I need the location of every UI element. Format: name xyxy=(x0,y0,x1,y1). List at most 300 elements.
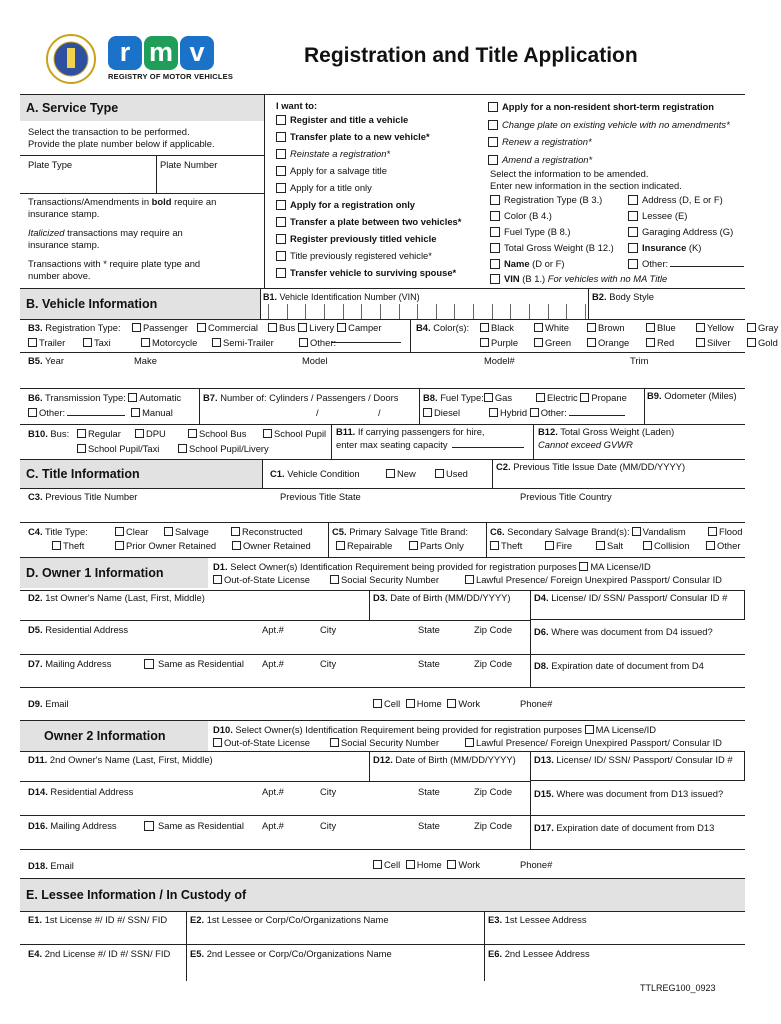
checkbox-amend-name[interactable] xyxy=(490,259,500,269)
color-option-black[interactable] xyxy=(480,323,531,334)
checkbox-owner1-cell[interactable] xyxy=(373,699,382,708)
checkbox-bus-regular[interactable] xyxy=(77,429,86,438)
previous-issue-date-label: Previous Title Issue Date (MM/DD/YYYY) xyxy=(513,461,686,472)
checkbox-secbrand-fire[interactable] xyxy=(545,541,554,550)
checkbox-titletype-salvage[interactable] xyxy=(164,527,173,536)
owner1-id-option-social-security-number[interactable] xyxy=(330,575,462,586)
body-style-label: Body Style xyxy=(609,291,655,302)
checkbox-secbrand-other[interactable] xyxy=(706,541,715,550)
color2-label-silver: Silver xyxy=(707,337,731,348)
amend-l-option[interactable] xyxy=(490,195,614,211)
used-label: Used xyxy=(446,468,468,479)
owner2-apt-label: Apt.# xyxy=(262,786,284,797)
secbrand-option-fire[interactable] xyxy=(545,541,593,552)
checkbox-used[interactable] xyxy=(435,469,444,478)
logo-subtitle: REGISTRY OF MOTOR VEHICLES xyxy=(108,72,234,81)
owner1-mail-apt-label: Apt.# xyxy=(262,658,284,669)
checkbox-amend-r-3[interactable] xyxy=(628,243,638,253)
service-r-option[interactable] xyxy=(488,102,730,120)
checkbox-color-brown[interactable] xyxy=(587,323,596,332)
amend-instructions: Select the information to be amended. xyxy=(490,168,649,179)
checkbox-service-r-3[interactable] xyxy=(488,155,498,165)
amend-options-left xyxy=(490,195,614,259)
owner2-id-label-out-of-state-license: Out-of-State License xyxy=(224,737,310,748)
checkbox-owner1-same[interactable] xyxy=(144,659,154,669)
color-option-yellow[interactable] xyxy=(696,323,744,334)
checkbox-amend-l-3[interactable] xyxy=(490,243,500,253)
page-title: Registration and Title Application xyxy=(304,44,638,67)
checkbox-amend-l-1[interactable] xyxy=(490,211,500,221)
checkbox-vandalism[interactable] xyxy=(632,527,641,536)
service-option[interactable] xyxy=(276,183,461,200)
color-label-yellow: Yellow xyxy=(707,322,734,333)
owner2-id-label-lawful-presence-foreign-unexpired-passport-consular-id: Lawful Presence/ Foreign Unexpired Passport/ Consular ID xyxy=(476,737,722,748)
service-label-3: Apply for a salvage title xyxy=(290,165,387,176)
checkbox-propane[interactable] xyxy=(580,393,589,402)
checkbox-fuel-other[interactable] xyxy=(530,408,539,417)
secbrand-option-salt[interactable] xyxy=(596,541,640,552)
checkbox-amend-r-2[interactable] xyxy=(628,227,638,237)
d15-num: D15. xyxy=(534,788,554,799)
vin-box-divider xyxy=(380,304,381,320)
secbrand-label-other: Other xyxy=(717,540,741,551)
checkbox-service-7[interactable] xyxy=(276,234,286,244)
owner1-mailing-label: Mailing Address xyxy=(45,658,112,669)
titletype-option-reconstructed[interactable] xyxy=(231,527,302,538)
logo-v: v xyxy=(180,36,214,70)
amend-other-label: Other: xyxy=(642,258,669,269)
owner2-email-label: Email xyxy=(50,860,74,871)
title-type-label: Title Type: xyxy=(45,526,88,537)
titletype2-option-theft[interactable] xyxy=(52,541,112,552)
trim-label: Trim xyxy=(630,355,649,366)
regtype-option-passenger[interactable] xyxy=(132,323,194,334)
checkbox-automatic[interactable] xyxy=(128,393,137,402)
registration-type-label: Registration Type: xyxy=(45,322,121,333)
owner2-dob-label: Date of Birth (MM/DD/YYYY) xyxy=(395,754,516,765)
regtype2-option-motorcycle[interactable] xyxy=(141,338,209,349)
checkbox-parts-only[interactable] xyxy=(409,541,418,550)
color-option-gray[interactable] xyxy=(747,323,778,334)
checkbox-owner2-ma-license[interactable] xyxy=(585,725,594,734)
transmission-label: Transmission Type: xyxy=(45,392,126,403)
color2-label-gold: Gold xyxy=(758,337,778,348)
checkbox-bus2-school-pupil-livery[interactable] xyxy=(178,444,187,453)
amend-l-option[interactable] xyxy=(490,211,614,227)
checkbox-color2-red[interactable] xyxy=(646,338,655,347)
secbrand-option-collision[interactable] xyxy=(643,541,703,552)
color-label-black: Black xyxy=(491,322,514,333)
bus2-option-school-pupil-livery[interactable] xyxy=(178,444,269,455)
service-option[interactable] xyxy=(276,251,461,268)
checkbox-amend-r-1[interactable] xyxy=(628,211,638,221)
amend-r-label-1: Lessee (E) xyxy=(642,210,688,221)
d8-label: Expiration date of document from D4 xyxy=(551,660,704,671)
checkbox-bus-school-pupil[interactable] xyxy=(263,429,272,438)
id-requirement-label: Select Owner(s) Identification Requirement being provided for registration purposes xyxy=(230,561,577,572)
checkbox-owner2-same[interactable] xyxy=(144,821,154,831)
checkbox-ma-license[interactable] xyxy=(579,562,588,571)
color-option-brown[interactable] xyxy=(587,323,643,334)
checkbox-regtype-commercial[interactable] xyxy=(197,323,206,332)
owner1-id-label-social-security-number: Social Security Number xyxy=(341,574,439,585)
amend-vin-note: For vehicles with no MA Title xyxy=(547,273,668,284)
checkbox-color2-gold[interactable] xyxy=(747,338,756,347)
checkbox-new[interactable] xyxy=(386,469,395,478)
titletype2-label-owner-retained: Owner Retained xyxy=(243,540,311,551)
color2-option-silver[interactable] xyxy=(696,338,744,349)
d8-num: D8. xyxy=(534,660,549,671)
checkbox-color2-green[interactable] xyxy=(534,338,543,347)
checkbox-owner2-home[interactable] xyxy=(406,860,415,869)
amend-r-option[interactable] xyxy=(628,227,733,243)
amend-name-suffix: (D or F) xyxy=(529,258,565,269)
checkbox-owner2-work[interactable] xyxy=(447,860,456,869)
checkbox-color-white[interactable] xyxy=(534,323,543,332)
owner1-same-label: Same as Residential xyxy=(158,658,244,669)
service-label-7: Register previously titled vehicle xyxy=(290,233,437,244)
amend-r-option[interactable] xyxy=(628,195,733,211)
regtype-option-bus[interactable] xyxy=(268,323,295,334)
d17-label: Expiration date of document from D13 xyxy=(556,822,715,833)
regtype2-option-other[interactable] xyxy=(299,338,336,349)
e1-num: E1. xyxy=(28,914,43,925)
checkbox-amend-other[interactable] xyxy=(628,259,638,269)
vandalism-label: Vandalism xyxy=(642,526,686,537)
checkbox-service-9[interactable] xyxy=(276,268,286,278)
e6-num: E6. xyxy=(488,948,503,959)
owner2-mailing-label: Mailing Address xyxy=(50,820,117,831)
b12-num: B12. xyxy=(538,426,558,437)
vin-box-divider xyxy=(436,304,437,320)
checkbox-bus-school-bus[interactable] xyxy=(188,429,197,438)
vin-box-divider xyxy=(361,304,362,320)
checkbox-transmission-other[interactable] xyxy=(28,408,37,417)
d16-num: D16. xyxy=(28,820,48,831)
plate-number-label: Plate Number xyxy=(160,159,218,170)
d17-num: D17. xyxy=(534,822,554,833)
color2-option-orange[interactable] xyxy=(587,338,643,349)
service-option[interactable] xyxy=(276,234,461,251)
bus-option-school-bus[interactable] xyxy=(188,429,260,440)
color2-label-green: Green xyxy=(545,337,572,348)
checkbox-owner1-id-social-security-number[interactable] xyxy=(330,575,339,584)
owner1-id-option-out-of-state-license[interactable] xyxy=(213,575,327,586)
registration-type-options-2 xyxy=(28,338,339,349)
b5-num: B5. xyxy=(28,355,43,366)
color2-option-red[interactable] xyxy=(646,338,693,349)
color-label-gray: Gray xyxy=(758,322,779,333)
color2-option-purple[interactable] xyxy=(480,338,531,349)
checkbox-electric[interactable] xyxy=(536,393,545,402)
lessee1-name-label: 1st Lessee or Corp/Co/Organizations Name xyxy=(206,914,389,925)
service-option[interactable] xyxy=(276,115,461,132)
e3-num: E3. xyxy=(488,914,503,925)
checkbox-owner1-work[interactable] xyxy=(447,699,456,708)
checkbox-service-5[interactable] xyxy=(276,200,286,210)
amend-l-option[interactable] xyxy=(490,227,614,243)
vin-box-divider xyxy=(566,304,567,320)
rmv-logo xyxy=(108,36,233,82)
lessee2-name-label: 2nd Lessee or Corp/Co/Organizations Name xyxy=(206,948,392,959)
owner1-dob-label: Date of Birth (MM/DD/YYYY) xyxy=(390,592,511,603)
owner2-id-option-social-security-number[interactable] xyxy=(330,738,462,749)
checkbox-secbrand-collision[interactable] xyxy=(643,541,652,550)
checkbox-titletype2-theft[interactable] xyxy=(52,541,61,550)
note-1-rest: require an xyxy=(171,196,217,207)
bus-option-regular[interactable] xyxy=(77,429,132,440)
d5-num: D5. xyxy=(28,624,43,635)
service-label-0: Register and title a vehicle xyxy=(290,114,409,125)
regtype2-option-semi-trailer[interactable] xyxy=(212,338,296,349)
color2-option-green[interactable] xyxy=(534,338,584,349)
color2-label-orange: Orange xyxy=(598,337,630,348)
amend-instructions-2: Enter new information in the section indicated. xyxy=(490,180,682,191)
regtype2-option-taxi[interactable] xyxy=(83,338,138,349)
year-label: Year xyxy=(45,355,64,366)
slash-2: / xyxy=(378,407,381,418)
service-label-2: Reinstate a registration* xyxy=(290,148,391,159)
b9-num: B9. xyxy=(647,390,662,401)
owner2-state-label: State xyxy=(418,786,440,797)
checkbox-titletype-clear[interactable] xyxy=(115,527,124,536)
checkbox-color2-purple[interactable] xyxy=(480,338,489,347)
checkbox-regtype2-motorcycle[interactable] xyxy=(141,338,150,347)
color-options-2 xyxy=(480,338,781,349)
service-option[interactable] xyxy=(276,217,461,234)
checkbox-regtype-camper[interactable] xyxy=(337,323,346,332)
owner1-id-option-lawful-presence-foreign-unexpired-passport-consular-id[interactable] xyxy=(465,575,722,586)
checkbox-color-black[interactable] xyxy=(480,323,489,332)
checkbox-service-2[interactable] xyxy=(276,149,286,159)
owner2-mail-zip-label: Zip Code xyxy=(474,820,513,831)
color2-label-red: Red xyxy=(657,337,675,348)
checkbox-titletype2-prior-owner-retained[interactable] xyxy=(115,541,124,550)
regtype2-label-taxi: Taxi xyxy=(94,337,111,348)
checkbox-color2-orange[interactable] xyxy=(587,338,596,347)
note-1-bold: bold xyxy=(151,196,172,207)
owner2-license-label: License/ ID/ SSN/ Passport/ Consular ID # xyxy=(556,754,733,765)
secbrand-option-theft[interactable] xyxy=(490,541,542,552)
owner1-zip-label: Zip Code xyxy=(474,624,513,635)
checkbox-manual[interactable] xyxy=(131,408,140,417)
bus-label-school-pupil: School Pupil xyxy=(274,428,327,439)
checkbox-diesel[interactable] xyxy=(423,408,432,417)
title-type-options-2 xyxy=(52,541,314,552)
e5-num: E5. xyxy=(190,948,205,959)
amend-l-option[interactable] xyxy=(490,243,614,259)
title-type-options xyxy=(115,527,305,538)
checkbox-service-1[interactable] xyxy=(276,132,286,142)
color2-option-gold[interactable] xyxy=(747,338,778,349)
d15-label: Where was document from D13 issued? xyxy=(556,788,724,799)
owner2-home-label: Home xyxy=(416,859,442,870)
service-option[interactable] xyxy=(276,200,461,217)
checkbox-owner1-id-lawful-presence-foreign-unexpired-passport-consular-id[interactable] xyxy=(465,575,474,584)
color-options xyxy=(480,323,781,334)
owner2-ma-license-label: MA License/ID xyxy=(595,724,657,735)
service-r-label-3: Amend a registration* xyxy=(502,153,593,165)
c2-num: C2. xyxy=(496,461,511,472)
vin-box-divider xyxy=(454,304,455,320)
bus-label-dpu: DPU xyxy=(146,428,166,439)
e2-num: E2. xyxy=(190,914,205,925)
amend-r-option[interactable] xyxy=(628,211,733,227)
gross-weight-label: Total Gross Weight (Laden) xyxy=(560,426,675,437)
checkbox-regtype-bus[interactable] xyxy=(268,323,277,332)
titletype-label-clear: Clear xyxy=(126,526,149,537)
vin-box-divider xyxy=(268,304,269,320)
amend-r-option[interactable] xyxy=(628,243,733,259)
service-option[interactable] xyxy=(276,132,461,149)
amend-vin-label: VIN xyxy=(504,273,520,284)
owner2-zip-label: Zip Code xyxy=(474,786,513,797)
checkbox-service-r-0[interactable] xyxy=(488,102,498,112)
titletype-label-reconstructed: Reconstructed xyxy=(242,526,303,537)
checkbox-regtype-livery[interactable] xyxy=(298,323,307,332)
c1-num: C1. xyxy=(270,468,285,479)
electric-label: Electric xyxy=(547,392,578,403)
owner1-license-label: License/ ID/ SSN/ Passport/ Consular ID # xyxy=(551,592,728,603)
service-r-option[interactable] xyxy=(488,120,730,138)
d2-num: D2. xyxy=(28,592,43,603)
b2-num: B2. xyxy=(592,291,607,302)
checkbox-owner2-id-out-of-state-license[interactable] xyxy=(213,738,222,747)
checkbox-color2-silver[interactable] xyxy=(696,338,705,347)
c4-num: C4. xyxy=(28,526,43,537)
checkbox-regtype2-other[interactable] xyxy=(299,338,308,347)
section-a-intro-2: Provide the plate number below if applicable. xyxy=(28,138,215,149)
bus-label-regular: Regular xyxy=(88,428,121,439)
owner2-id-option-lawful-presence-foreign-unexpired-passport-consular-id[interactable] xyxy=(465,738,722,749)
checkbox-flood[interactable] xyxy=(708,527,717,536)
service-label-4: Apply for a title only xyxy=(290,182,372,193)
checkbox-bus2-school-pupil-taxi[interactable] xyxy=(77,444,86,453)
d6-label: Where was document from D4 issued? xyxy=(551,626,713,637)
owner1-name-label: 1st Owner's Name (Last, First, Middle) xyxy=(45,592,205,603)
checkbox-secbrand-salt[interactable] xyxy=(596,541,605,550)
checkbox-service-r-1[interactable] xyxy=(488,120,498,130)
previous-title-state-label: Previous Title State xyxy=(280,491,361,502)
checkbox-regtype2-taxi[interactable] xyxy=(83,338,92,347)
checkbox-owner2-id-social-security-number[interactable] xyxy=(330,738,339,747)
checkbox-owner2-id-lawful-presence-foreign-unexpired-passport-consular-id[interactable] xyxy=(465,738,474,747)
checkbox-hybrid[interactable] xyxy=(489,408,498,417)
checkbox-repairable[interactable] xyxy=(336,541,345,550)
owner1-state-label: State xyxy=(418,624,440,635)
note-2-italic: Italicized xyxy=(28,227,65,238)
checkbox-service-r-2[interactable] xyxy=(488,137,498,147)
service-option[interactable] xyxy=(276,268,461,285)
b4-num: B4. xyxy=(416,322,431,333)
checkbox-titletype2-owner-retained[interactable] xyxy=(232,541,241,550)
d18-num: D18. xyxy=(28,860,48,871)
color-option-blue[interactable] xyxy=(646,323,693,334)
checkbox-amend-l-2[interactable] xyxy=(490,227,500,237)
checkbox-owner1-id-out-of-state-license[interactable] xyxy=(213,575,222,584)
titletype2-option-owner-retained[interactable] xyxy=(232,541,311,552)
checkbox-service-8[interactable] xyxy=(276,251,286,261)
checkbox-owner1-home[interactable] xyxy=(406,699,415,708)
checkbox-regtype-passenger[interactable] xyxy=(132,323,141,332)
cylinders-label: Number of: Cylinders / Passengers / Doors xyxy=(220,392,399,403)
checkbox-service-6[interactable] xyxy=(276,217,286,227)
checkbox-regtype2-trailer[interactable] xyxy=(28,338,37,347)
checkbox-regtype2-semi-trailer[interactable] xyxy=(212,338,221,347)
vin-box-divider xyxy=(510,304,511,320)
titletype-option-clear[interactable] xyxy=(115,527,161,538)
service-r-option[interactable] xyxy=(488,137,730,155)
titletype-option-salvage[interactable] xyxy=(164,527,228,538)
checkbox-service-4[interactable] xyxy=(276,183,286,193)
secbrand-option-other[interactable] xyxy=(706,541,740,552)
bus-option-school-pupil[interactable] xyxy=(263,429,326,440)
owner1-id-label-lawful-presence-foreign-unexpired-passport-consular-id: Lawful Presence/ Foreign Unexpired Passport/ Consular ID xyxy=(476,574,722,585)
owner2-header: Owner 2 Information xyxy=(20,721,208,751)
checkbox-bus-dpu[interactable] xyxy=(135,429,144,438)
checkbox-gas[interactable] xyxy=(484,393,493,402)
color2-label-purple: Purple xyxy=(491,337,519,348)
vin-box-divider xyxy=(324,304,325,320)
checkbox-owner2-cell[interactable] xyxy=(373,860,382,869)
b7-num: B7. xyxy=(203,392,218,403)
d6-num: D6. xyxy=(534,626,549,637)
note-2-end: insurance stamp. xyxy=(28,239,100,250)
checkbox-secbrand-theft[interactable] xyxy=(490,541,499,550)
c3-num: C3. xyxy=(28,491,43,502)
titletype2-option-prior-owner-retained[interactable] xyxy=(115,541,229,552)
regtype-option-livery[interactable] xyxy=(298,323,334,334)
color-option-white[interactable] xyxy=(534,323,584,334)
checkbox-amend-l-0[interactable] xyxy=(490,195,500,205)
d4-num: D4. xyxy=(534,592,549,603)
checkbox-titletype-reconstructed[interactable] xyxy=(231,527,240,536)
checkbox-amend-r-0[interactable] xyxy=(628,195,638,205)
d3-num: D3. xyxy=(373,592,388,603)
checkbox-service-0[interactable] xyxy=(276,115,286,125)
service-option[interactable] xyxy=(276,166,461,183)
owner2-id-label-social-security-number: Social Security Number xyxy=(341,737,439,748)
section-a-header: A. Service Type xyxy=(20,95,264,121)
registration-type-options xyxy=(132,323,385,334)
previous-title-number-label: Previous Title Number xyxy=(45,491,138,502)
vin-box-divider xyxy=(305,304,306,320)
service-option[interactable] xyxy=(276,149,461,166)
checkbox-service-3[interactable] xyxy=(276,166,286,176)
bus-label: Bus: xyxy=(50,428,70,439)
checkbox-color-yellow[interactable] xyxy=(696,323,705,332)
bus-option-dpu[interactable] xyxy=(135,429,185,440)
checkbox-color-gray[interactable] xyxy=(747,323,756,332)
c6-num: C6. xyxy=(490,526,505,537)
service-options-left xyxy=(276,115,461,285)
regtype2-option-trailer[interactable] xyxy=(28,338,80,349)
bus-label-school-bus: School Bus xyxy=(199,428,247,439)
owner1-city-label: City xyxy=(320,624,337,635)
regtype-option-camper[interactable] xyxy=(337,323,381,334)
regtype-option-commercial[interactable] xyxy=(197,323,265,334)
bus2-option-school-pupil-taxi[interactable] xyxy=(77,444,175,455)
secbrand-label-theft: Theft xyxy=(501,540,523,551)
fuel-other-label: Other: xyxy=(540,407,567,418)
checkbox-amend-vin[interactable] xyxy=(490,274,500,284)
checkbox-color-blue[interactable] xyxy=(646,323,655,332)
service-label-9: Transfer vehicle to surviving spouse* xyxy=(290,267,457,278)
seating-label: If carrying passengers for hire, xyxy=(357,426,485,437)
logo-m: m xyxy=(144,36,178,70)
owner2-id-option-out-of-state-license[interactable] xyxy=(213,738,327,749)
automatic-label: Automatic xyxy=(139,392,182,403)
